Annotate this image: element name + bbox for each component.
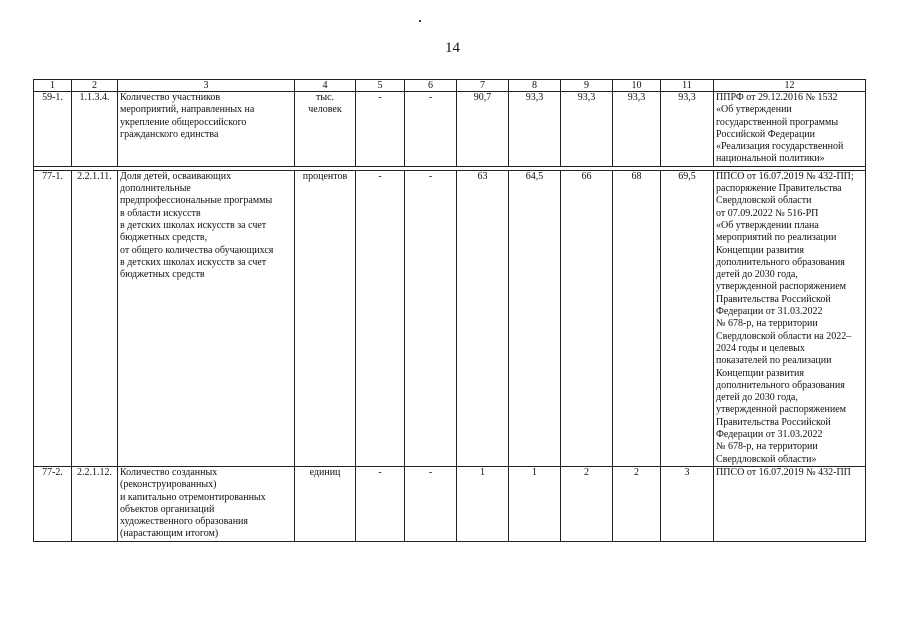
page-number: 14: [445, 40, 460, 56]
value-col6: -: [405, 92, 457, 167]
row-number: 77-2.: [34, 466, 72, 541]
value-col8: 1: [509, 466, 561, 541]
value-col7: 90,7: [457, 92, 509, 167]
value-col11: 93,3: [661, 92, 714, 167]
row-code: 1.1.3.4.: [72, 92, 118, 167]
col-header-2: 2: [72, 80, 118, 92]
source-document: ППСО от 16.07.2019 № 432-ПП; распоряжение Правительства Свердловской области от 07.09.2022 № 516-РП «Об утверждении плана мероприятий по реализации Концепции развития дополнительного образования детей до 2030 года, утвержденной распоряжением Правительства Российской Федерации от 31.03.2022 № 678-р, на территории Свердловской области на 2022– 2024 годы и целевых показателей по реализации Концепции развития дополнительного образования детей до 2030 года, утвержденной распоряжением Правительства Российской Федерации от 31.03.2022 № 678-р, на территории Свердловской области»: [714, 170, 866, 466]
value-col9: 66: [561, 170, 613, 466]
table-row: [34, 466, 866, 541]
value-col11: 69,5: [661, 170, 714, 466]
unit: тыс. человек: [295, 92, 356, 167]
value-col9: 2: [561, 466, 613, 541]
col-header-10: 10: [613, 80, 661, 92]
indicators-table: [33, 79, 866, 542]
col-header-11: 11: [661, 80, 714, 92]
row-number: 59-1.: [34, 92, 72, 167]
col-header-3: 3: [118, 80, 295, 92]
value-col7: 1: [457, 466, 509, 541]
col-header-1: 1: [34, 80, 72, 92]
table-row: [34, 170, 866, 466]
indicator-name: Количество участников мероприятий, направленных на укрепление общероссийского гражданского единства: [118, 92, 295, 167]
value-col6: -: [405, 170, 457, 466]
source-document: ППРФ от 29.12.2016 № 1532 «Об утверждении государственной программы Российской Федерации «Реализация государственной национальной политики»: [714, 92, 866, 167]
col-header-5: 5: [356, 80, 405, 92]
value-col9: 93,3: [561, 92, 613, 167]
col-header-7: 7: [457, 80, 509, 92]
indicator-name: Доля детей, осваивающих дополнительные предпрофессиональные программы в области искусств в детских школах искусств за счет бюджетных средств, от общего количества обучающихся в детских школах искусств за счет бюджетных средств: [118, 170, 295, 466]
col-header-4: 4: [295, 80, 356, 92]
unit: единиц: [295, 466, 356, 541]
col-header-9: 9: [561, 80, 613, 92]
row-number: 77-1.: [34, 170, 72, 466]
col-header-6: 6: [405, 80, 457, 92]
value-col10: 68: [613, 170, 661, 466]
page-mark: [419, 20, 421, 22]
value-col5: -: [356, 92, 405, 167]
row-code: 2.2.1.12.: [72, 466, 118, 541]
value-col10: 2: [613, 466, 661, 541]
column-number-row: [34, 80, 866, 92]
table-row: [34, 92, 866, 167]
value-col7: 63: [457, 170, 509, 466]
value-col8: 93,3: [509, 92, 561, 167]
value-col6: -: [405, 466, 457, 541]
row-code: 2.2.1.11.: [72, 170, 118, 466]
unit: процентов: [295, 170, 356, 466]
value-col5: -: [356, 170, 405, 466]
value-col11: 3: [661, 466, 714, 541]
value-col5: -: [356, 466, 405, 541]
source-document: ППСО от 16.07.2019 № 432-ПП: [714, 466, 866, 541]
indicator-name: Количество созданных (реконструированных) и капитально отремонтированных объектов организаций художественного образования (нарастающим итогом): [118, 466, 295, 541]
col-header-8: 8: [509, 80, 561, 92]
value-col10: 93,3: [613, 92, 661, 167]
col-header-12: 12: [714, 80, 866, 92]
value-col8: 64,5: [509, 170, 561, 466]
